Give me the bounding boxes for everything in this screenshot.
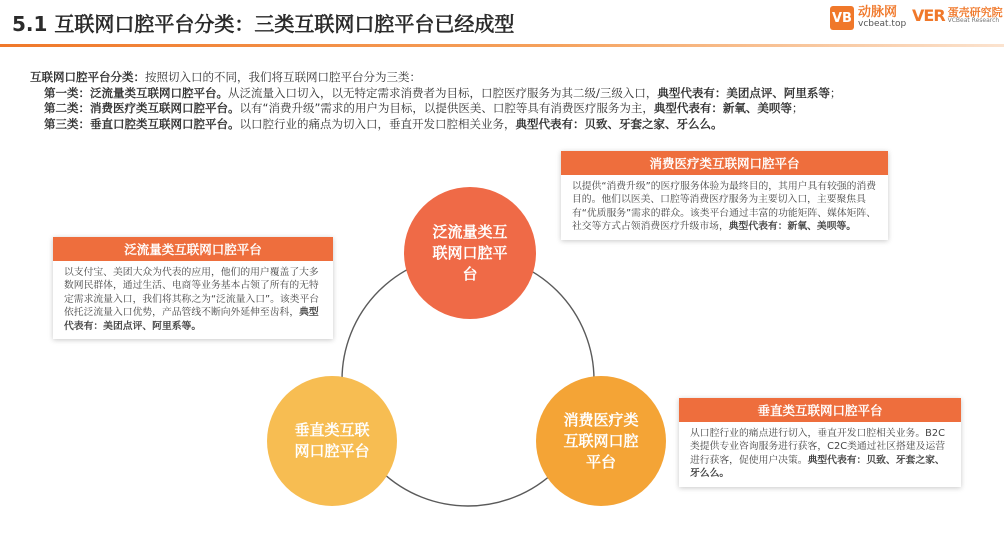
box-consumer-body: 以提供“消费升级”的医疗服务体验为最终目的，其用户具有较强的消费目的。他们以医美、口腔等消费医疗服务为主要切入口，主要聚焦具有“优质服务”需求的群众。该类平台通过丰富的功能矩阵、媒体矩阵、社交等方式占领消费医疗升级市场，典型代表有：新氧、美呗等。 <box>572 181 877 233</box>
page-title: 5.1 互联网口腔平台分类：三类互联网口腔平台已经成型 <box>12 12 515 36</box>
research-logo-sub: VCBeat Research <box>947 17 1000 25</box>
box-consumer-platform <box>561 151 888 240</box>
circle-traffic-platform: 泛流量类互联网口腔平台 <box>404 187 536 319</box>
intro-lead-text: 按照切入口的不同，我们将互联网口腔平台分为三类： <box>145 70 421 84</box>
intro-item-1: 第一类：泛流量类互联网口腔平台。从泛流量入口切入，以无特定需求消费者为目标，口腔医疗服务为其二级/三级入口，典型代表有：美团点评、阿里系等； <box>44 85 842 100</box>
research-logo-name: 蛋壳研究院 <box>947 5 1003 19</box>
box-traffic-body: 以支付宝、美团大众为代表的应用，他们的用户覆盖了大多数网民群体，通过生活、电商等业务基本占领了所有的无特定需求流量入口，我们将其称之为“泛流量入口”。该类平台依托泛流量入口优势，产品管线不断向外延伸至齿科，典型代表有：美团点评、阿里系等。 <box>64 267 320 332</box>
intro-item-3: 第三类：垂直口腔类互联网口腔平台。以口腔行业的痛点为切入口，垂直开发口腔相关业务，典型代表有：贝致、牙套之家、牙么么。 <box>44 116 723 131</box>
circle-consumer-platform: 消费医疗类互联网口腔平台 <box>536 376 666 506</box>
box-vertical-platform <box>679 398 961 487</box>
vcbeat-logo-icon: VB <box>830 6 854 30</box>
box-traffic-title: 泛流量类互联网口腔平台 <box>53 237 333 261</box>
box-vertical-title: 垂直类互联网口腔平台 <box>679 398 961 422</box>
vcbeat-logo-name: 动脉网 <box>858 5 898 21</box>
research-logo-icon: VER <box>912 6 945 25</box>
box-consumer-title: 消费医疗类互联网口腔平台 <box>561 151 888 175</box>
intro-item-2: 第二类：消费医疗类互联网口腔平台。以有“消费升级”需求的用户为目标，以提供医美、口腔等具有消费医疗服务为主，典型代表有：新氧、美呗等； <box>44 101 804 115</box>
box-vertical-body: 从口腔行业的痛点进行切入，垂直开发口腔相关业务。B2C类提供专业咨询服务进行获客，C2C类通过社区搭建及运营进行获客，促使用户决策。典型代表有：贝致、牙套之家、牙么么。 <box>690 428 946 480</box>
circle-vertical-platform: 垂直类互联网口腔平台 <box>267 376 397 506</box>
vcbeat-logo-url: vcbeat.top <box>858 19 907 30</box>
intro-lead-label: 互联网口腔平台分类： <box>30 70 145 84</box>
box-traffic-platform <box>53 237 333 339</box>
